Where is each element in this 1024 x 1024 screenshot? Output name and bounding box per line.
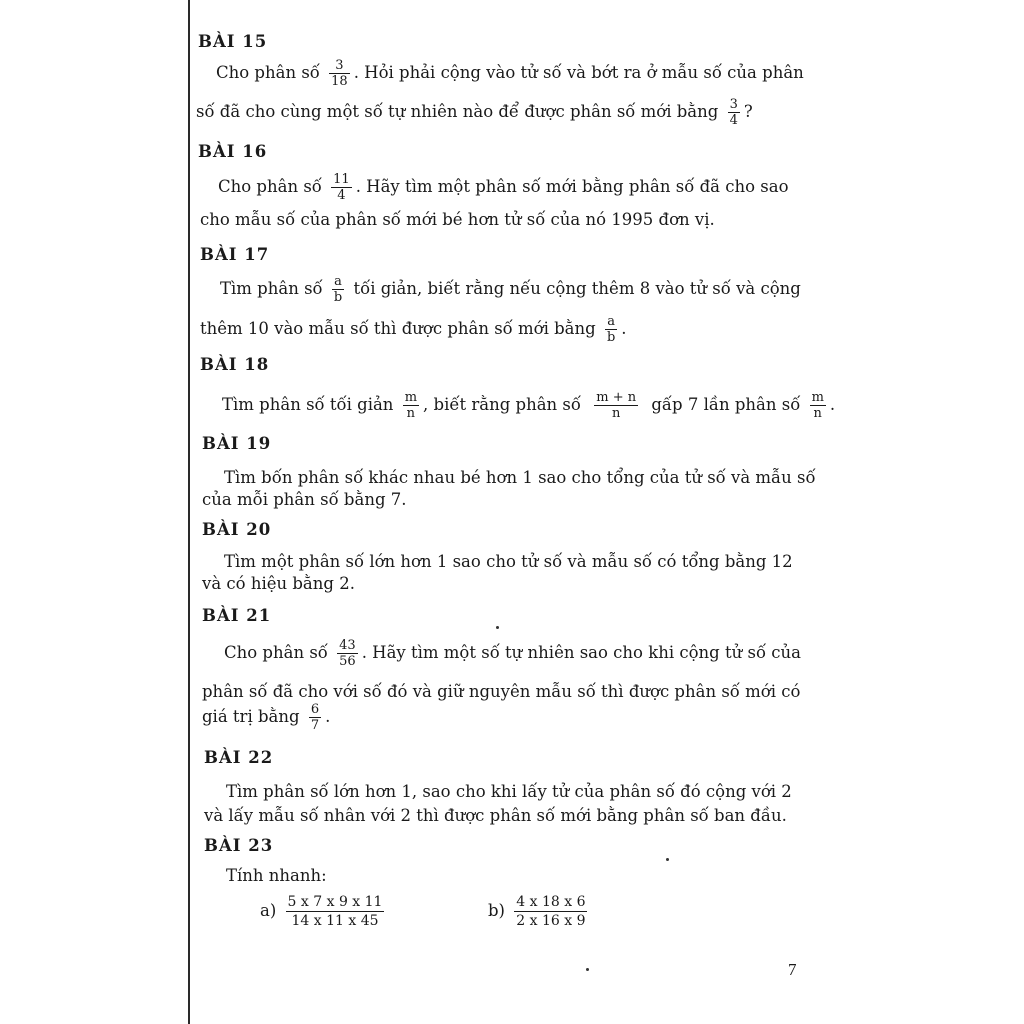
text: . Hãy tìm một phân số mới bằng phân số đã cho sao [355,177,789,196]
exercise-title: BÀI 19 [202,434,272,453]
text: ? [743,102,753,121]
exercise-text-line: Tìm bốn phân số khác nhau bé hơn 1 sao cho tổng của tử số và mẫu số [224,468,816,487]
numerator: 11 [333,172,350,187]
part-label: b) [488,901,505,920]
numerator: a [334,274,342,289]
part-label: a) [260,901,277,920]
exercise-text-line: và có hiệu bằng 2. [202,574,355,593]
exercise-text-line: và lấy mẫu số nhân với 2 thì được phân số mới bằng phân số ban đầu. [204,806,787,825]
text: . [621,319,627,338]
denominator: b [606,330,616,345]
text: giá trị bằng [202,707,300,726]
scan-speck [496,626,499,629]
text: . [829,395,836,414]
scan-speck [586,968,589,971]
denominator: 2 x 16 x 9 [516,913,586,929]
text: . Hãy tìm một số tự nhiên sao cho khi cộng tử số của [361,643,801,662]
denominator: n [594,405,638,421]
denominator: 56 [339,654,356,669]
exercise-title: BÀI 22 [204,748,274,767]
text: tối giản, biết rằng nếu cộng thêm 8 vào tử số và cộng [353,279,801,298]
text: gấp 7 lần phân số [651,395,801,414]
exercise-text-line: Tìm một phân số lớn hơn 1 sao cho tử số và mẫu số có tổng bằng 12 [224,552,793,571]
exercise-text-line [202,702,330,733]
numerator: 4 x 18 x 6 [516,894,586,910]
text: Cho phân số [218,177,322,196]
exercise-text-line [218,172,789,203]
exercise-title: BÀI 23 [204,836,274,855]
denominator: 4 [331,187,352,203]
numerator: m + n [596,390,637,405]
fraction [286,893,385,930]
denominator: 14 x 11 x 45 [286,911,385,930]
exercise-text-line: phân số đã cho với số đó và giữ nguyên mẫu số thì được phân số mới có [202,682,801,701]
text: Tìm phân số tối giản [222,395,394,414]
numerator: 3 [729,97,738,112]
numerator: 6 [310,702,320,717]
scan-speck [666,858,669,861]
text: thêm 10 vào mẫu số thì được phân số mới bằng [200,319,596,338]
fraction [728,97,740,128]
numerator: 5 x 7 x 9 x 11 [287,894,383,910]
fraction [337,638,358,669]
exercise-text-line [222,390,835,421]
exercise-text-line: Tính nhanh: [226,866,327,885]
exercise-text-line [220,274,801,305]
exercise-text-line: Tìm phân số lớn hơn 1, sao cho khi lấy tử của phân số đó cộng với 2 [226,782,792,801]
exercise-part-a [260,893,388,930]
exercise-title: BÀI 15 [198,32,268,51]
denominator: 18 [331,74,348,89]
exercise-title: BÀI 20 [202,520,272,539]
fraction [309,702,321,733]
exercise-text-line [224,638,801,669]
fraction [332,274,344,305]
denominator: b [333,290,343,305]
text: số đã cho cùng một số tự nhiên nào để được phân số mới bằng [196,102,719,121]
text: . Hỏi phải cộng vào tử số và bớt ra ở mẫu số của phân [353,63,804,82]
exercise-text-line: cho mẫu số của phân số mới bé hơn tử số của nó 1995 đơn vị. [200,210,715,229]
fraction [329,58,350,89]
exercise-text-line [216,58,804,89]
page-number: 7 [788,960,797,979]
numerator: 3 [335,58,344,73]
fraction [810,390,826,421]
exercise-title: BÀI 18 [200,355,270,374]
numerator: a [607,314,616,329]
book-page [190,0,1024,1024]
fraction [331,172,352,203]
numerator: m [404,390,418,405]
exercise-text-line [196,97,753,128]
fraction [594,390,638,421]
text: Cho phân số [224,643,328,662]
text: . [325,707,331,726]
text: , biết rằng phân số [423,395,581,414]
numerator: m [811,390,824,405]
denominator: n [403,405,419,421]
denominator: n [810,405,826,421]
book-binding-margin [0,0,190,1024]
exercise-title: BÀI 21 [202,606,272,625]
denominator: 7 [310,718,320,733]
text: Tìm phân số [220,279,323,298]
fraction [514,893,587,930]
numerator: 43 [339,638,356,653]
fraction [605,314,617,345]
exercise-title: BÀI 17 [200,245,270,264]
exercise-text-line: của mỗi phân số bằng 7. [202,490,407,509]
denominator: 4 [729,113,738,128]
fraction [403,390,419,421]
exercise-part-b [488,893,591,930]
exercise-text-line [200,314,627,345]
text: Cho phân số [216,63,320,82]
exercise-title: BÀI 16 [198,142,268,161]
